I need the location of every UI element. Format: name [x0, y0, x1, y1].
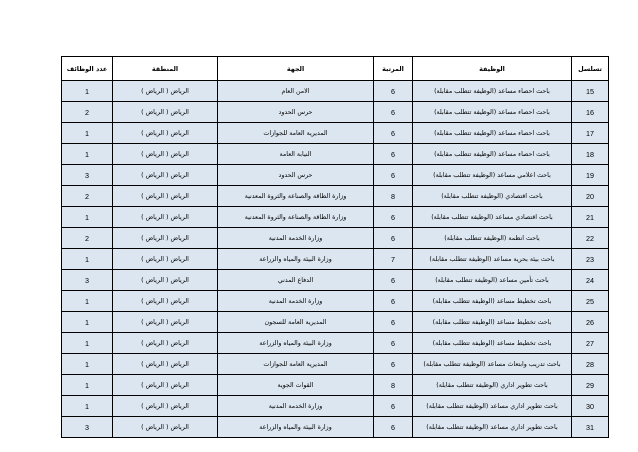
cell-title: باحث احصاء مساعد (الوظيفة تتطلب مقابلة) [413, 123, 572, 144]
cell-entity: النيابة العامة [218, 144, 374, 165]
cell-region: الرياض ( الرياض ) [113, 144, 218, 165]
header-title: الوظيفة [413, 57, 572, 81]
cell-entity: المديرية العامة للجوازات [218, 354, 374, 375]
cell-count: 1 [62, 375, 113, 396]
cell-grade: 6 [374, 207, 413, 228]
cell-region: الرياض ( الرياض ) [113, 354, 218, 375]
table-row [62, 312, 609, 333]
table-row [62, 123, 609, 144]
cell-entity: الامن العام [218, 81, 374, 102]
table-row [62, 333, 609, 354]
cell-grade: 6 [374, 228, 413, 249]
cell-grade: 6 [374, 396, 413, 417]
cell-region: الرياض ( الرياض ) [113, 186, 218, 207]
cell-entity: وزارة البيئة والمياه والزراعة [218, 333, 374, 354]
cell-region: الرياض ( الرياض ) [113, 207, 218, 228]
cell-entity: وزارة الخدمة المدنية [218, 396, 374, 417]
cell-region: الرياض ( الرياض ) [113, 123, 218, 144]
cell-grade: 6 [374, 354, 413, 375]
cell-count: 1 [62, 291, 113, 312]
cell-serial: 21 [572, 207, 609, 228]
cell-count: 3 [62, 417, 113, 438]
cell-entity: وزارة البيئة والمياه والزراعة [218, 249, 374, 270]
cell-region: الرياض ( الرياض ) [113, 375, 218, 396]
cell-title: باحث احصاء مساعد (الوظيفة تتطلب مقابلة) [413, 102, 572, 123]
table-row [62, 228, 609, 249]
cell-serial: 27 [572, 333, 609, 354]
cell-count: 1 [62, 81, 113, 102]
cell-title: باحث احصاء مساعد (الوظيفة تتطلب مقابلة) [413, 81, 572, 102]
header-row [62, 57, 609, 81]
header-region: المنطقة [113, 57, 218, 81]
cell-region: الرياض ( الرياض ) [113, 81, 218, 102]
cell-title: باحث تأمين مساعد (الوظيفة تتطلب مقابلة) [413, 270, 572, 291]
cell-serial: 23 [572, 249, 609, 270]
table-row [62, 102, 609, 123]
table-row [62, 375, 609, 396]
table-row [62, 270, 609, 291]
cell-region: الرياض ( الرياض ) [113, 270, 218, 291]
table-row [62, 354, 609, 375]
cell-count: 1 [62, 333, 113, 354]
cell-serial: 20 [572, 186, 609, 207]
cell-count: 2 [62, 102, 113, 123]
cell-title: باحث اعلامي مساعد (الوظيفة تتطلب مقابلة) [413, 165, 572, 186]
cell-count: 1 [62, 123, 113, 144]
cell-grade: 8 [374, 186, 413, 207]
header-count: عدد الوظائف [62, 57, 113, 81]
cell-serial: 15 [572, 81, 609, 102]
cell-title: باحث تطوير اداري مساعد (الوظيفة تتطلب مقابلة) [413, 396, 572, 417]
cell-entity: حرس الحدود [218, 165, 374, 186]
cell-region: الرياض ( الرياض ) [113, 291, 218, 312]
cell-serial: 29 [572, 375, 609, 396]
cell-serial: 18 [572, 144, 609, 165]
table-row [62, 291, 609, 312]
cell-entity: وزارة البيئة والمياه والزراعة [218, 417, 374, 438]
cell-region: الرياض ( الرياض ) [113, 165, 218, 186]
cell-grade: 7 [374, 249, 413, 270]
cell-region: الرياض ( الرياض ) [113, 312, 218, 333]
cell-grade: 6 [374, 144, 413, 165]
cell-serial: 19 [572, 165, 609, 186]
table-body [62, 81, 609, 438]
cell-grade: 6 [374, 333, 413, 354]
cell-grade: 6 [374, 165, 413, 186]
cell-title: باحث بيئة بحرية مساعد (الوظيفة تتطلب مقابلة) [413, 249, 572, 270]
cell-count: 2 [62, 228, 113, 249]
cell-serial: 30 [572, 396, 609, 417]
cell-grade: 6 [374, 312, 413, 333]
cell-count: 1 [62, 354, 113, 375]
table-header [62, 57, 609, 81]
cell-title: باحث تخطيط مساعد (الوظيفة تتطلب مقابلة) [413, 291, 572, 312]
table-row [62, 165, 609, 186]
cell-serial: 25 [572, 291, 609, 312]
header-grade: المرتبة [374, 57, 413, 81]
cell-entity: حرس الحدود [218, 102, 374, 123]
cell-count: 1 [62, 396, 113, 417]
table-row [62, 186, 609, 207]
cell-title: باحث انظمة (الوظيفة تتطلب مقابلة) [413, 228, 572, 249]
cell-count: 2 [62, 186, 113, 207]
cell-title: باحث احصاء مساعد (الوظيفة تتطلب مقابلة) [413, 144, 572, 165]
cell-count: 1 [62, 144, 113, 165]
cell-entity: وزارة الطاقة والصناعة والثروة المعدنية [218, 207, 374, 228]
cell-title: باحث تطوير اداري (الوظيفة تتطلب مقابلة) [413, 375, 572, 396]
cell-count: 3 [62, 270, 113, 291]
cell-title: باحث اقتصادي (الوظيفة تتطلب مقابلة) [413, 186, 572, 207]
cell-count: 1 [62, 312, 113, 333]
cell-entity: الدفاع المدني [218, 270, 374, 291]
cell-region: الرياض ( الرياض ) [113, 417, 218, 438]
cell-count: 1 [62, 207, 113, 228]
cell-count: 3 [62, 165, 113, 186]
cell-title: باحث تطوير اداري مساعد (الوظيفة تتطلب مقابلة) [413, 417, 572, 438]
cell-count: 1 [62, 249, 113, 270]
cell-grade: 6 [374, 291, 413, 312]
cell-grade: 6 [374, 81, 413, 102]
cell-serial: 17 [572, 123, 609, 144]
cell-entity: وزارة الخدمة المدنية [218, 228, 374, 249]
header-entity: الجهة [218, 57, 374, 81]
jobs-table [61, 56, 609, 438]
cell-region: الرياض ( الرياض ) [113, 249, 218, 270]
cell-serial: 24 [572, 270, 609, 291]
cell-title: باحث تدريب وابتعاث مساعد (الوظيفة تتطلب مقابلة) [413, 354, 572, 375]
cell-entity: وزارة الطاقة والصناعة والثروة المعدنية [218, 186, 374, 207]
table-row [62, 396, 609, 417]
cell-grade: 6 [374, 417, 413, 438]
cell-serial: 26 [572, 312, 609, 333]
cell-entity: وزارة الخدمة المدنية [218, 291, 374, 312]
cell-grade: 6 [374, 270, 413, 291]
table-row [62, 417, 609, 438]
cell-serial: 31 [572, 417, 609, 438]
cell-region: الرياض ( الرياض ) [113, 102, 218, 123]
cell-grade: 6 [374, 102, 413, 123]
cell-entity: المديرية العامة للجوازات [218, 123, 374, 144]
header-serial: تسلسل [572, 57, 609, 81]
cell-title: باحث تخطيط مساعد (الوظيفة تتطلب مقابلة) [413, 312, 572, 333]
cell-title: باحث تخطيط مساعد (الوظيفة تتطلب مقابلة) [413, 333, 572, 354]
table-row [62, 207, 609, 228]
cell-serial: 28 [572, 354, 609, 375]
table-row [62, 144, 609, 165]
cell-entity: القوات الجوية [218, 375, 374, 396]
cell-serial: 16 [572, 102, 609, 123]
table-row [62, 81, 609, 102]
cell-region: الرياض ( الرياض ) [113, 228, 218, 249]
cell-region: الرياض ( الرياض ) [113, 396, 218, 417]
cell-grade: 6 [374, 123, 413, 144]
cell-region: الرياض ( الرياض ) [113, 333, 218, 354]
cell-serial: 22 [572, 228, 609, 249]
cell-entity: المديرية العامة للسجون [218, 312, 374, 333]
table-row [62, 249, 609, 270]
cell-grade: 8 [374, 375, 413, 396]
cell-title: باحث اقتصادي مساعد (الوظيفة تتطلب مقابلة) [413, 207, 572, 228]
